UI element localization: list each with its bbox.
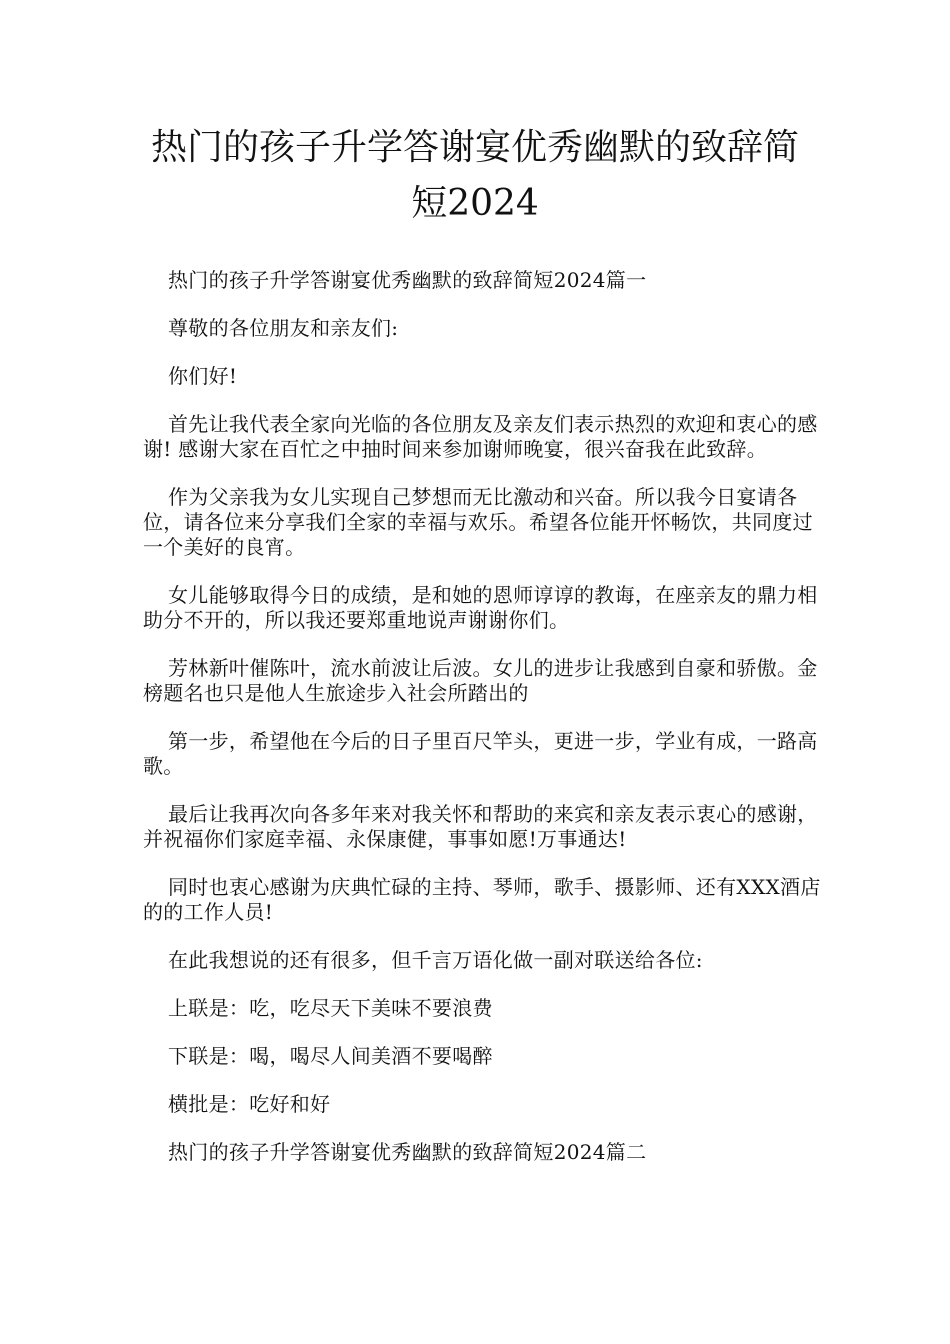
paragraph: 女儿能够取得今日的成绩，是和她的恩师谆谆的教诲，在座亲友的鼎力相助分不开的，所以我还要郑重地说声谢谢你们。 <box>143 583 818 632</box>
section-heading-1: 热门的孩子升学答谢宴优秀幽默的致辞简短2024篇一 <box>168 268 647 292</box>
paragraph: 作为父亲我为女儿实现自己梦想而无比激动和兴奋。所以我今日宴请各位，请各位来分享我们全家的幸福与欢乐。希望各位能开怀畅饮，共同度过一个美好的良宵。 <box>143 485 813 559</box>
section-heading-2: 热门的孩子升学答谢宴优秀幽默的致辞简短2024篇二 <box>168 1140 647 1164</box>
paragraph: 同时也衷心感谢为庆典忙碌的主持、琴师，歌手、摄影师、还有XXX酒店的的工作人员! <box>143 875 821 924</box>
salutation: 尊敬的各位朋友和亲友们: <box>168 316 399 340</box>
title-line-2: 短2024 <box>411 183 539 224</box>
paragraph: 第一步，希望他在今后的日子里百尺竿头，更进一步，学业有成，一路高歌。 <box>143 729 818 778</box>
document-title <box>130 120 820 232</box>
paragraph: 芳林新叶催陈叶，流水前波让后波。女儿的进步让我感到自豪和骄傲。金榜题名也只是他人生旅途步入社会所踏出的 <box>143 656 818 705</box>
greeting: 你们好! <box>168 364 238 388</box>
couplet-first-line: 上联是：吃，吃尽天下美味不要浪费 <box>168 996 493 1020</box>
couplet-banner: 横批是：吃好和好 <box>168 1092 331 1116</box>
document-body <box>143 268 823 1188</box>
couplet-second-line: 下联是：喝，喝尽人间美酒不要喝醉 <box>168 1044 493 1068</box>
title-line-1: 热门的孩子升学答谢宴优秀幽默的致辞简 <box>150 127 799 168</box>
paragraph: 首先让我代表全家向光临的各位朋友及亲友们表示热烈的欢迎和衷心的感谢! 感谢大家在百忙之中抽时间来参加谢师晚宴，很兴奋我在此致辞。 <box>143 412 818 461</box>
paragraph: 最后让我再次向各多年来对我关怀和帮助的来宾和亲友表示衷心的感谢，并祝福你们家庭幸福、永保康健，事事如愿!万事通达! <box>143 802 818 851</box>
paragraph: 在此我想说的还有很多，但千言万语化做一副对联送给各位: <box>168 948 703 972</box>
